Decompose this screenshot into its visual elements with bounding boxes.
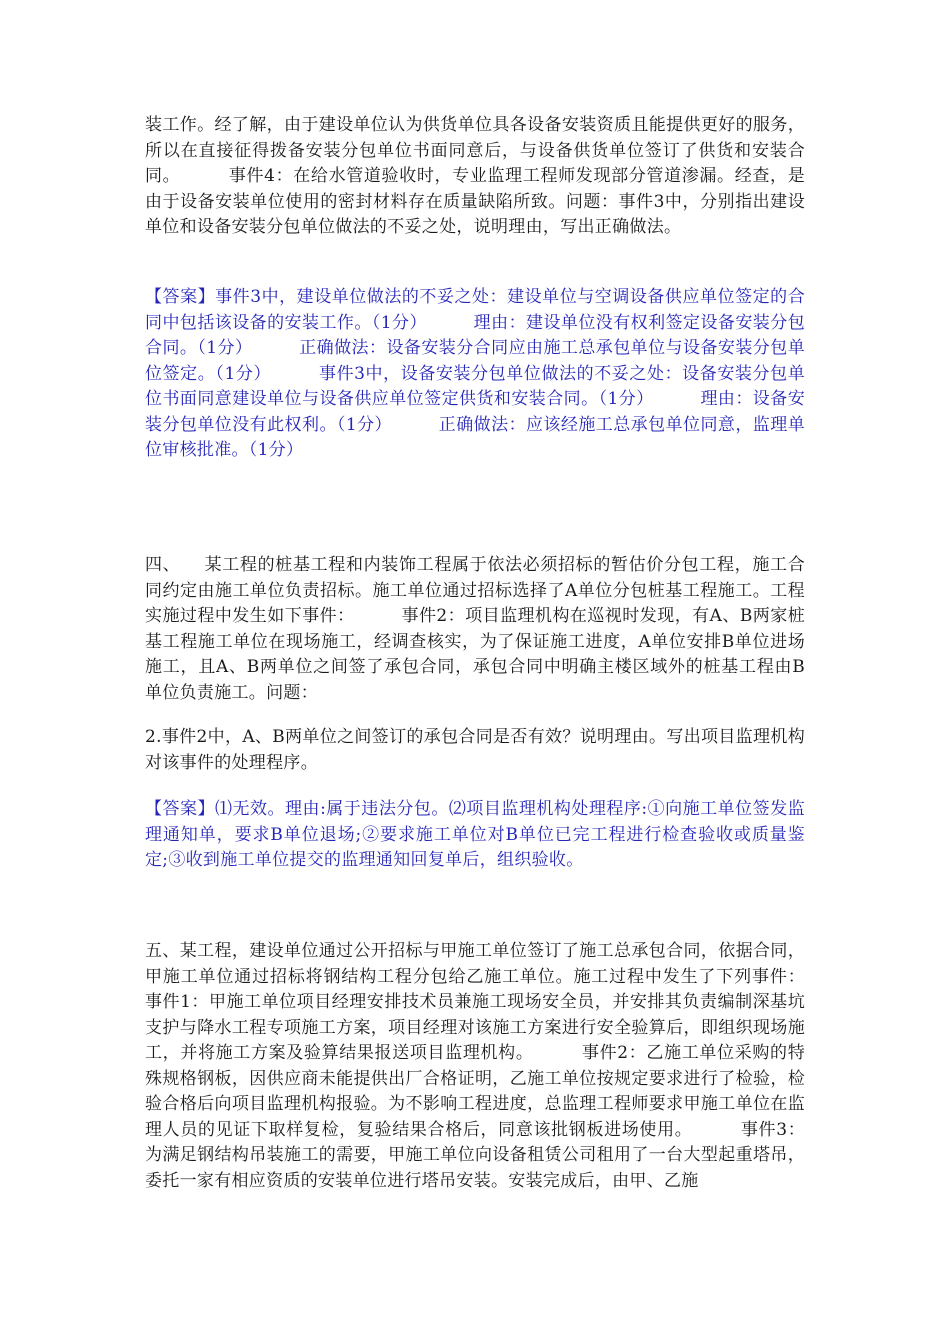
paragraph-event4-question: 装工作。经了解，由于建设单位认为供货单位具各设备安装资质且能提供更好的服务，所以在直接征得拨备安装分包单位书面同意后，与设备供货单位签订了供货和安装合同。 事件4：在给水管道验收时，专业监理工程师发现部分管道渗漏。经查，是由于设备安装单位使用的密封材料存在质量缺陷所致。问题：事件3中，分别指出建设单位和设备安装分包单位做法的不妥之处，说明理由，写出正确做法。 <box>145 115 805 237</box>
section-five-intro: 五、某工程，建设单位通过公开招标与甲施工单位签订了施工总承包合同，依据合同，甲施工单位通过招标将钢结构工程分包给乙施工单位。施工过程中发生了下列事件： 事件1：甲施工单位项目经理安排技术员兼施工现场安全员，并安排其负责编制深基坑支护与降水工程专项施工方案，项目经理对该施工方案进行安全验算后，即组织现场施工，并将施工方案及验算结果报送项目监理机构。 事件2：乙施工单位采购的特殊规格钢板，因供应商未能提供出厂合格证明，乙施工单位按规定要求进行了检验，检验合格后向项目监理机构报验。为不影响工程进度，总监理工程师要求甲施工单位在监理人员的见证下取样复检，复验结果合格后，同意该批钢板进场使用。 事件3：为满足钢结构吊装施工的需要，甲施工单位向设备租赁公司租用了一台大型起重塔吊，委托一家有相应资质的安装单位进行塔吊安装。安装完成后，由甲、乙施 <box>145 941 851 1191</box>
answer-block-event2: 【答案】⑴无效。理由:属于违法分包。⑵项目监理机构处理程序:①向施工单位签发监理通知单，要求B单位退场;②要求施工单位对B单位已完工程进行检查验收或质量鉴定;③收到施工单位提交的监理通知回复单后，组织验收。 <box>145 799 805 870</box>
answer-block-event3: 【答案】事件3中，建设单位做法的不妥之处：建设单位与空调设备供应单位签定的合同中包括该设备的安装工作。（1分） 理由：建设单位没有权利签定设备安装分包合同。（1分） 正确做法：设备安装分合同应由施工总承包单位与设备安装分包单位签定。（1分） 事件3中，设备安装分包单位做法的不妥之处：设备安装分包单位书面同意建设单位与设备供应单位签定供货和安装合同。（1分） 理由：设备安装分包单位没有此权利。（1分） 正确做法：应该经施工总承包单位同意，监理单位审核批准。（1分） <box>145 287 805 460</box>
question-event2-contract: 2.事件2中，A、B两单位之间签订的承包合同是否有效？说明理由。写出项目监理机构对该事件的处理程序。 <box>145 727 805 773</box>
section-four-intro: 四、 某工程的桩基工程和内装饰工程属于依法必须招标的暂估价分包工程，施工合同约定由施工单位负责招标。施工单位通过招标选择了A单位分包桩基工程施工。工程实施过程中发生如下事件： 事件2：项目监理机构在巡视时发现，有A、B两家桩基工程施工单位在现场施工，经调查核实，为了保证施工进度，A单位安排B单位进场施工，且A、B两单位之间签了承包合同，承包合同中明确主楼区域外的桩基工程由B单位负责施工。问题： <box>145 555 805 703</box>
